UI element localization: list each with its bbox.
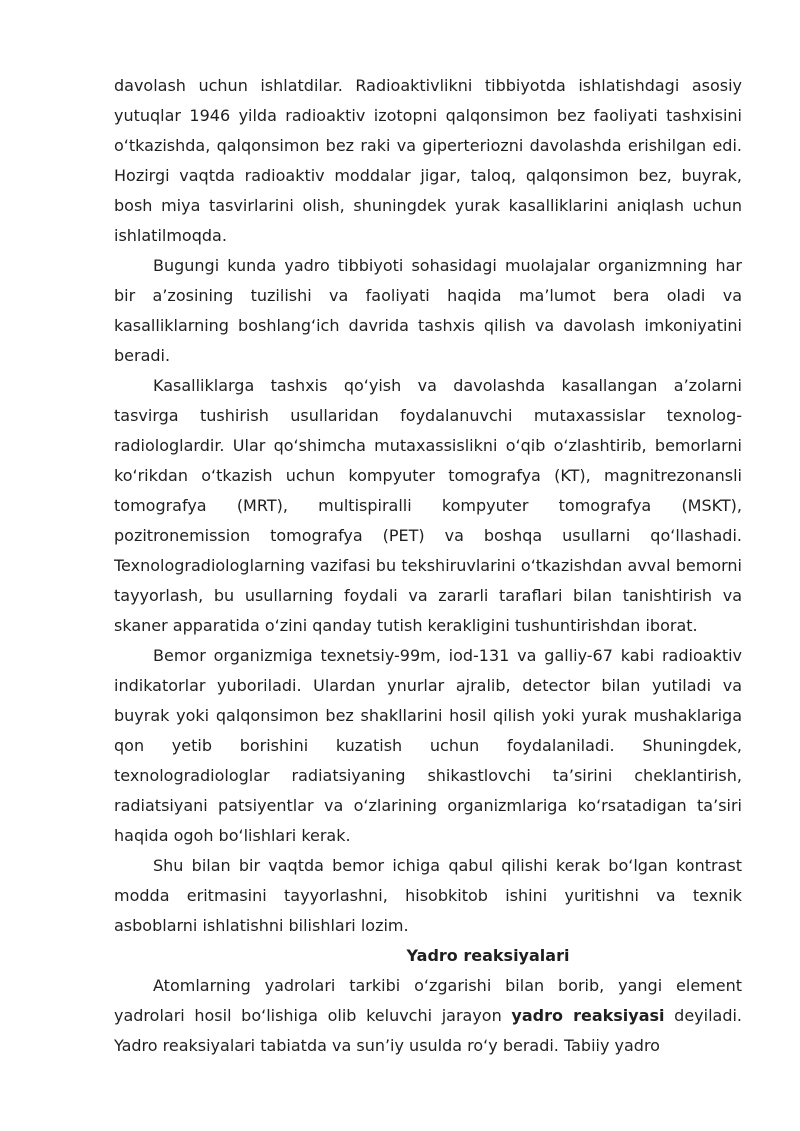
defined-term: yadro reaksiyasi	[511, 1006, 665, 1025]
section-heading: Yadro reaksiyalari	[406, 946, 570, 965]
document-page	[114, 71, 742, 1061]
paragraph-nuclear-reactions	[114, 971, 742, 1061]
paragraph-indicators: Bemor organizmiga texnetsiy-99m, iod-131 va galliy-67 kabi radioaktiv indikatorlar yuboriladi. Ulardan ynurlar ajralib, detector bilan yutiladi va buyrak yoki qalqonsimon bez shakllarini hosil qilish yoki yurak mushaklariga qon yetib borishini kuzatish uchun foydalaniladi. Shuningdek, texnologradiologlar radiatsiyaning shikastlovchi ta’sirini cheklantirish, radiatsiyani patsiyentlar va o‘zlarining organizmlariga ko‘rsatadigan ta’siri haqida ogoh bo‘lishlari kerak.	[114, 646, 742, 845]
paragraph-text-after: deyiladi. Yadro reaksiyalari tabiatda va sun’iy usulda ro‘y beradi. Tabiiy yadro	[114, 1006, 743, 1055]
paragraph-text-before: Atomlarning yadrolari tarkibi o‘zgarishi bilan borib, yangi element yadrolari hosil bo‘lishiga olib keluvchi jarayon	[114, 976, 742, 1025]
paragraph-continuation: davolash uchun ishlatdilar. Radioaktivlikni tibbiyotda ishlatishdagi asosiy yutuqlar 1946 yilda radioaktiv izotopni qalqonsimon bez faoliyati tashxisini o‘tkazishda, qalqonsimon bez raki va giperteriozni davolashda erishilgan edi. Hozirgi vaqtda radioaktiv moddalar jigar, taloq, qalqonsimon bez, buyrak, bosh miya tasvirlarini olish, shuningdek yurak kasalliklarini aniqlash uchun ishlatilmoqda.	[114, 76, 742, 245]
paragraph-radiologists: Kasalliklarga tashxis qo‘yish va davolashda kasallangan a’zolarni tasvirga tushirish usullaridan foydalanuvchi mutaxassislar texnolog-radiologlardir. Ular qo‘shimcha mutaxassislikni o‘qib o‘zlashtirib, bemorlarni ko‘rikdan o‘tkazish uchun kompyuter tomografya (KT), magnitrezonansli tomografya (MRT), multispiralli kompyuter tomografya (MSKT), pozitronemission tomografya (PET) va boshqa usullarni qo‘llashadi. Texnologradiologlarning vazifasi bu tekshiruvlarini o‘tkazishdan avval bemorni tayyorlash, bu usullarning foydali va zararli taraflari bilan tanishtirish va skaner apparatida o‘zini qanday tutish kerakligini tushuntirishdan iborat.	[114, 376, 742, 635]
paragraph-contrast: Shu bilan bir vaqtda bemor ichiga qabul qilishi kerak bo‘lgan kontrast modda eritmasini tayyorlashni, hisobkitob ishini yuritishni va texnik asboblarni ishlatishni bilishlari lozim.	[114, 856, 742, 935]
paragraph-nuclear-medicine: Bugungi kunda yadro tibbiyoti sohasidagi muolajalar organizmning har bir a’zosining tuzilishi va faoliyati haqida ma’lumot bera oladi va kasalliklarning boshlang‘ich davrida tashxis qilish va davolash imkoniyatini beradi.	[114, 256, 742, 365]
